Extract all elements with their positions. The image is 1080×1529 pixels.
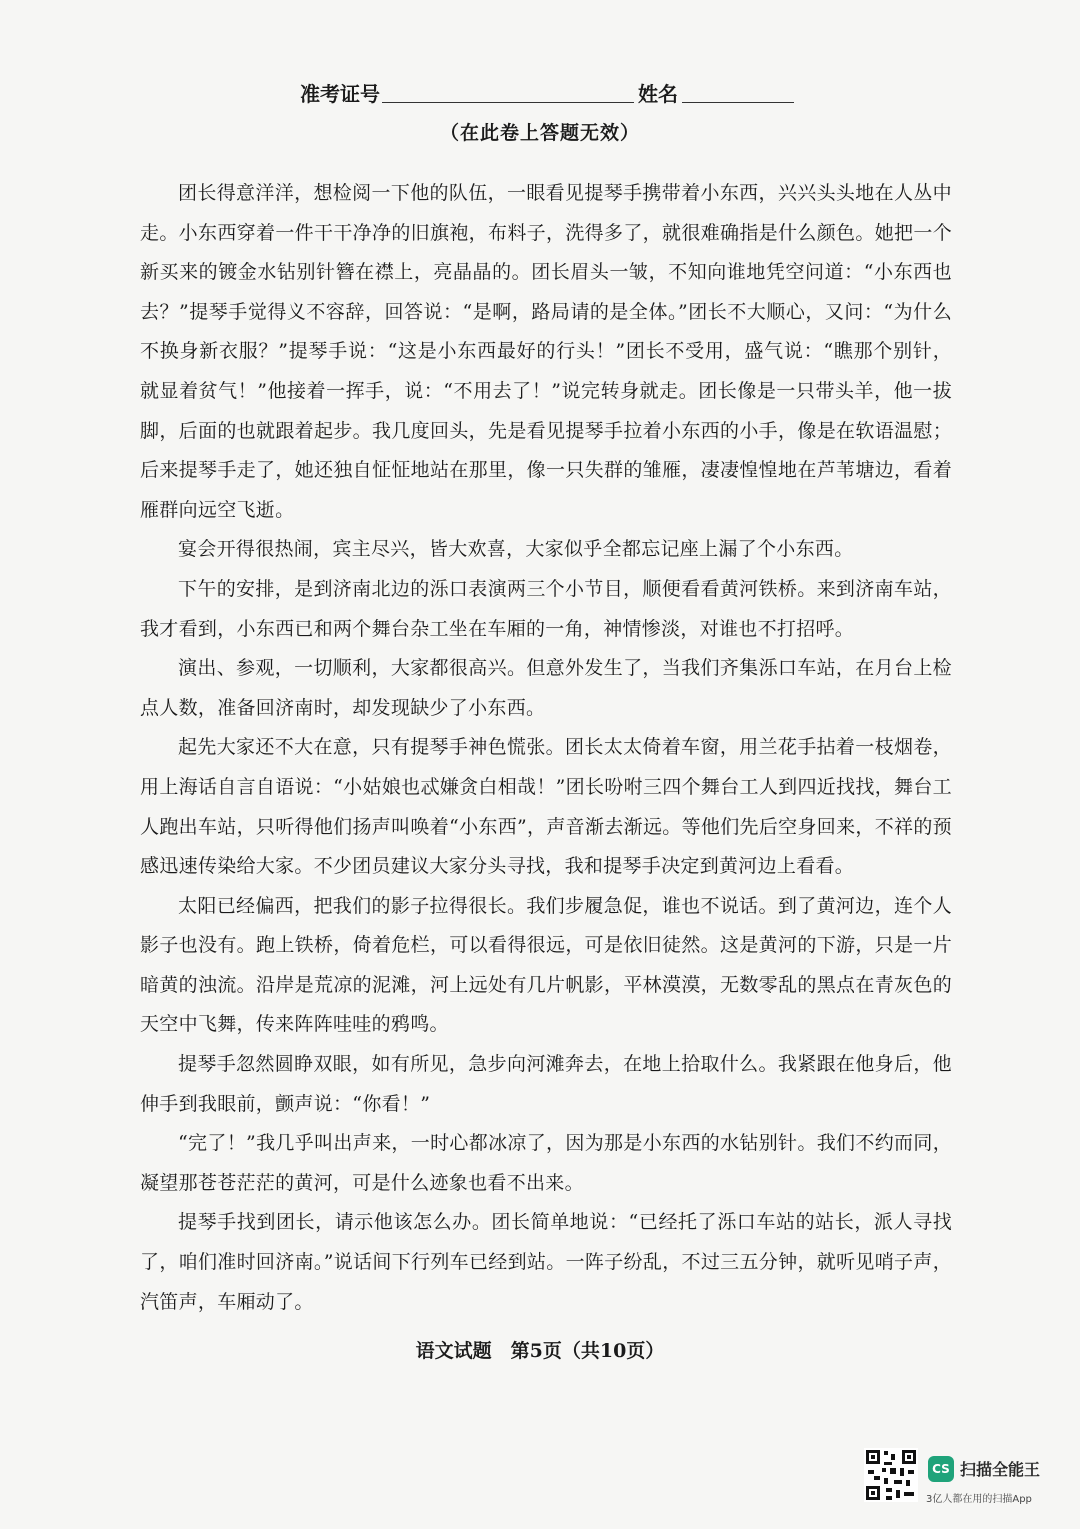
paragraph-9: 提琴手找到团长，请示他该怎么办。团长简单地说：“已经托了泺口车站的站长，派人寻找了，咱们准时回济南。”说话间下行列车已经到站。一阵子纷乱，不过三五分钟，就听见哨子声，汽笛声，车厢动了。 <box>140 1211 952 1313</box>
page-footer: 语文试题 第5页（共10页） <box>415 1340 665 1362</box>
scanner-app-tagline: 3亿人都在用的扫描App <box>926 1494 1032 1505</box>
name-blank <box>682 102 794 103</box>
paragraph-2: 宴会开得很热闹，宾主尽兴，皆大欢喜，大家似乎全都忘记座上漏了个小东西。 <box>178 538 854 561</box>
candidate-header <box>300 78 820 108</box>
paragraph-5: 起先大家还不大在意，只有提琴手神色慌张。团长太太倚着车窗，用兰花手拈着一枝烟卷，用上海话自言自语说：“小姑娘也忒嫌贪白相哉！”团长吩咐三四个舞台工人到四近找找，舞台工人跑出车站，只听得他们扬声叫唤着“小东西”，声音渐去渐远。等他们先后空身回来，不祥的预感迅速传染给大家。不少团员建议大家分头寻找，我和提琴手决定到黄河边上看看。 <box>140 736 952 878</box>
paragraph-4: 演出、参观，一切顺利，大家都很高兴。但意外发生了，当我们齐集泺口车站，在月台上检点人数，准备回济南时，却发现缺少了小东西。 <box>140 657 952 719</box>
qr-code-icon <box>864 1448 918 1502</box>
scanner-app-name: 扫描全能王 <box>960 1460 1041 1479</box>
paragraph-3: 下午的安排，是到济南北边的泺口表演两三个小节目，顺便看看黄河铁桥。来到济南车站，我才看到，小东西已和两个舞台杂工坐在车厢的一角，神情惨淡，对谁也不打招呼。 <box>140 577 952 640</box>
paragraph-6: 太阳已经偏西，把我们的影子拉得很长。我们步履急促，谁也不说话。到了黄河边，连个人影子也没有。跑上铁桥，倚着危栏，可以看得很远，可是依旧徒然。这是黄河的下游，只是一片暗黄的浊流。沿岸是荒凉的泥滩，河上远处有几片帆影，平林漠漠，无数零乱的黑点在青灰色的天空中飞舞，传来阵阵哇哇的鸦鸣。 <box>140 894 952 1036</box>
reading-passage <box>140 174 952 1322</box>
paragraph-7: 提琴手忽然圆睁双眼，如有所见，急步向河滩奔去，在地上拾取什么。我紧跟在他身后，他伸手到我眼前，颤声说：“你看！” <box>140 1053 952 1115</box>
camscanner-logo-icon: CS <box>928 1456 954 1482</box>
answer-invalid-note: （在此卷上答题无效） <box>439 122 640 144</box>
name-label: 姓名 <box>638 82 678 106</box>
exam-id-blank <box>382 102 634 103</box>
exam-id-label: 准考证号 <box>300 82 380 106</box>
paragraph-8: “完了！”我几乎叫出声来，一时心都冰凉了，因为那是小东西的水钻别针。我们不约而同，凝望那苍苍茫茫的黄河，可是什么迹象也看不出来。 <box>140 1132 952 1194</box>
paragraph-1: 团长得意洋洋，想检阅一下他的队伍，一眼看见提琴手携带着小东西，兴兴头头地在人丛中走。小东西穿着一件干干净净的旧旗袍，布料子，洗得多了，就很难确指是什么颜色。她把一个新买来的镀金水钻别针簪在襟上，亮晶晶的。团长眉头一皱，不知向谁地凭空问道：“小东西也去？”提琴手觉得义不容辞，回答说：“是啊，路局请的是全体。”团长不大顺心，又问：“为什么不换身新衣服？”提琴手说：“这是小东西最好的行头！”团长不受用，盛气说：“瞧那个别针，就显着贫气！”他接着一挥手，说：“不用去了！”说完转身就走。团长像是一只带头羊，他一拔脚，后面的也就跟着起步。我几度回头，先是看见提琴手拉着小东西的小手，像是在软语温慰；后来提琴手走了，她还独自怔怔地站在那里，像一只失群的雏雁，凄凄惶惶地在芦苇塘边，看着雁群向远空飞逝。 <box>140 182 952 521</box>
